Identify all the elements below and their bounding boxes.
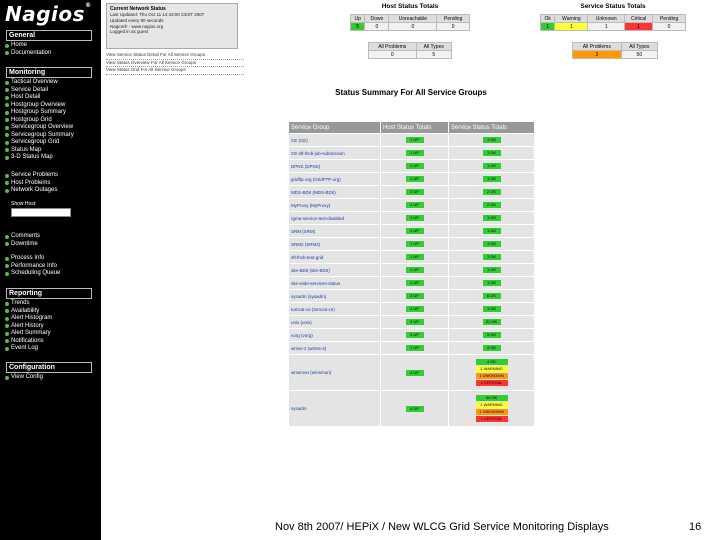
sidebar-item-label: Alert Summary (11, 330, 51, 336)
bullet-icon (5, 257, 9, 261)
host-status-cell (381, 264, 449, 277)
bullet-icon (5, 111, 9, 115)
sidebar-item-label: Host Problems (11, 179, 51, 186)
sidebar-section-monitoring: Monitoring (6, 67, 92, 78)
bullet-icon (5, 103, 9, 107)
host-status-cell (381, 199, 449, 212)
service-status-badge[interactable]: 4 OK (483, 345, 501, 351)
summary-table-body (289, 134, 535, 427)
service-group-link[interactable]: sysadm (sysadm) (289, 290, 381, 303)
sidebar-item-hostgroup-overview[interactable] (5, 102, 74, 110)
service-status-cell (449, 264, 535, 277)
host-status-badge[interactable]: 1 UP (406, 345, 424, 351)
bullet-icon (5, 174, 9, 178)
show-host-label: Show Host: (11, 201, 37, 207)
service-status-badge[interactable]: 2 OK (483, 189, 501, 195)
table-row (289, 225, 535, 238)
service-status-badge[interactable]: 1 OK (483, 267, 501, 273)
host-status-cell (381, 342, 449, 355)
service-group-link[interactable]: wmss-2 (wmss-2) (289, 342, 381, 355)
sidebar-item-notifications[interactable] (5, 338, 52, 346)
service-group-link[interactable]: MyProxy (MyProxy) (289, 199, 381, 212)
service-group-link[interactable]: CE (CE) (289, 134, 381, 147)
sidebar-item-label: Process Info (11, 255, 45, 261)
sidebar-menu-group (5, 233, 40, 248)
sidebar-item-label: Comments (11, 233, 41, 239)
host-status-cell (381, 225, 449, 238)
sidebar-item-event-log[interactable] (5, 345, 52, 353)
host-status-badge[interactable]: 1 UP (406, 202, 424, 208)
host-status-badge[interactable]: 4 UP (406, 406, 424, 412)
host-status-badge[interactable]: 3 UP (406, 332, 424, 338)
sidebar-item-label: 3-D Status Map (11, 154, 53, 160)
service-status-badge[interactable]: 1 OK (483, 215, 501, 221)
sidebar-item-label: Documentation (11, 49, 52, 56)
service-status-cell (449, 134, 535, 147)
bullet-icon (5, 302, 9, 306)
service-status-cell (449, 329, 535, 342)
host-status-cell (381, 238, 449, 251)
host-status-badge[interactable]: 1 UP (406, 137, 424, 143)
host-status-cell (381, 160, 449, 173)
service-status-badge[interactable]: 44 OK (476, 395, 508, 401)
service-status-badge[interactable]: 1 OK (483, 241, 501, 247)
bullet-icon (5, 376, 9, 380)
service-group-link[interactable]: SRM2 (SRM2) (289, 238, 381, 251)
service-status-badge[interactable]: 1 OK (483, 163, 501, 169)
bullet-icon (5, 156, 9, 160)
table-row (289, 212, 535, 225)
sidebar-item-label: Home (11, 42, 28, 48)
bullet-icon (5, 44, 9, 48)
slide-footer: Nov 8th 2007/ HEPiX / New WLCG Grid Service Monitoring Displays (275, 521, 609, 533)
host-down-header[interactable]: Down (365, 15, 389, 23)
host-unreachable-header[interactable]: Unreachable (389, 15, 437, 23)
service-status-cell (449, 212, 535, 225)
sidebar-item-alert-history[interactable] (5, 323, 52, 331)
service-status-cell (449, 186, 535, 199)
host-status-badge[interactable]: 3 UP (406, 293, 424, 299)
table-row (289, 238, 535, 251)
table-row (289, 251, 535, 264)
host-totals-title: Host Status Totals (381, 3, 439, 10)
service-status-cell (449, 147, 535, 160)
sidebar-menu-group (5, 300, 52, 353)
sidebar-item-label: Servicegroup Summary (11, 131, 74, 138)
service-critical-header[interactable]: Critical (625, 15, 653, 23)
service-unknown-count: 1 (588, 23, 625, 31)
col-header-service-group: Service Group (289, 122, 381, 134)
host-down-count: 0 (365, 23, 389, 31)
sidebar-item-label: Service Problems (11, 172, 59, 178)
sidebar-item-label: Availability (11, 307, 40, 314)
host-status-cell (381, 212, 449, 225)
host-status-cell (381, 277, 449, 290)
status-summary-title: Status Summary For All Service Groups (335, 88, 487, 97)
service-problems-table (572, 42, 658, 59)
sidebar-item-label: Host Detail (11, 94, 41, 100)
bullet-icon (5, 235, 9, 239)
host-unreachable-count: 0 (389, 23, 437, 31)
nagios-link[interactable]: Nagios® - www.nagios.org (110, 23, 164, 29)
sidebar-menu-group (5, 255, 60, 278)
sidebar-item-label: Alert History (11, 322, 44, 329)
bullet-icon (5, 181, 9, 185)
bullet-icon (5, 148, 9, 152)
service-group-link[interactable]: site-BDII (site-BDII) (289, 264, 381, 277)
host-pending-header[interactable]: Pending (437, 15, 470, 23)
host-status-cell (381, 329, 449, 342)
bullet-icon (5, 309, 9, 313)
sidebar-section-configuration: Configuration (6, 362, 92, 373)
service-all-problems-link[interactable]: All Problems (573, 43, 622, 51)
host-status-badge[interactable]: 1 UP (406, 267, 424, 273)
bullet-icon (5, 332, 9, 336)
service-status-badge[interactable]: 1 CRITICAL (476, 416, 508, 422)
service-status-cell (449, 355, 535, 391)
bullet-icon (5, 81, 9, 85)
bullet-icon (5, 141, 9, 145)
sidebar-item-label: Status Map (11, 146, 42, 153)
host-status-badge[interactable]: 1 UP (406, 150, 424, 156)
service-group-link[interactable]: sysadm (289, 391, 381, 427)
sidebar-section-general: General (6, 30, 92, 41)
service-status-badge[interactable]: 1 OK (483, 176, 501, 182)
bullet-icon (5, 88, 9, 92)
host-status-cell (381, 316, 449, 329)
host-status-badge[interactable]: 1 UP (406, 306, 424, 312)
sidebar-section-reporting: Reporting (6, 288, 92, 299)
host-status-cell (381, 290, 449, 303)
sidebar-item-label: Event Log (11, 345, 39, 351)
service-status-cell (449, 303, 535, 316)
sidebar-menu-group (5, 42, 51, 57)
col-header-host-status-totals: Host Status Totals (381, 122, 449, 134)
host-pending-count: 0 (437, 23, 470, 31)
bullet-icon (5, 347, 9, 351)
service-group-link[interactable]: gridftp-org (GridFTP-org) (289, 173, 381, 186)
sidebar-item-comments[interactable] (5, 233, 40, 241)
table-row (289, 391, 535, 427)
sidebar-menu-group (5, 79, 74, 162)
table-row (289, 342, 535, 355)
service-group-link[interactable]: MDS-BDII (MDS-BDII) (289, 186, 381, 199)
service-all-types-count: 50 (621, 51, 657, 59)
sidebar-item-service-detail[interactable] (5, 87, 74, 95)
table-row (289, 329, 535, 342)
bullet-icon (5, 264, 9, 268)
sidebar-item-label: View Config (11, 374, 43, 380)
table-row (289, 264, 535, 277)
service-warning-count: 1 (555, 23, 588, 31)
sidebar-item-label: Hostgroup Summary (11, 109, 67, 115)
host-up-header[interactable]: Up (351, 15, 365, 23)
service-pending-header[interactable]: Pending (653, 15, 686, 23)
sidebar-item-label: Trends (11, 300, 30, 306)
sidebar-item-network-outages[interactable] (5, 187, 58, 195)
host-status-cell (381, 355, 449, 391)
bullet-icon (5, 324, 9, 328)
network-status-links (106, 52, 244, 78)
service-status-badge[interactable]: 1 UNKNOWN (476, 373, 508, 379)
service-status-badge[interactable]: 1 OK (483, 254, 501, 260)
service-status-badge[interactable]: 1 WARNING (476, 366, 508, 372)
table-row (289, 290, 535, 303)
sidebar-item-servicegroup-grid[interactable] (5, 139, 74, 147)
service-all-types-link[interactable]: All Types (621, 43, 657, 51)
host-status-cell (381, 303, 449, 316)
service-status-badge[interactable]: 1 OK (483, 150, 501, 156)
service-group-link[interactable]: rgma-service-test-disabled (289, 212, 381, 225)
service-status-badge[interactable]: 1 WARNING (476, 402, 508, 408)
service-status-cell (449, 277, 535, 290)
sidebar-item-alert-summary[interactable] (5, 330, 52, 338)
slide-page-number: 16 (689, 521, 702, 533)
col-header-service-status-totals: Service Status Totals (449, 122, 535, 134)
host-status-cell (381, 391, 449, 427)
bullet-icon (5, 118, 9, 122)
sidebar-item-tactical-overview[interactable] (5, 79, 74, 87)
table-row (289, 134, 535, 147)
sidebar-item-availability[interactable] (5, 308, 52, 316)
table-row (289, 186, 535, 199)
host-up-count: 5 (351, 23, 365, 31)
service-status-badge[interactable]: 1 OK (483, 228, 501, 234)
host-status-cell (381, 251, 449, 264)
host-status-cell (381, 134, 449, 147)
sidebar-item-performance-info[interactable] (5, 263, 60, 271)
sidebar-item-label: Hostgroup Overview (11, 101, 66, 108)
service-totals-title: Service Status Totals (580, 3, 646, 10)
service-group-link[interactable]: SRM (SRM) (289, 225, 381, 238)
service-status-cell (449, 225, 535, 238)
service-group-link[interactable]: DPNS (DPNS) (289, 160, 381, 173)
sidebar-item-label: Servicegroup Overview (11, 124, 74, 130)
sidebar-item-host-detail[interactable] (5, 94, 74, 102)
host-status-badge[interactable]: 2 UP (406, 189, 424, 195)
service-status-badge[interactable]: 1 OK (483, 306, 501, 312)
host-status-cell (381, 147, 449, 160)
service-status-cell (449, 160, 535, 173)
host-all-types-count: 5 (416, 51, 451, 59)
sidebar-item-label: Service Detail (11, 86, 49, 93)
sidebar-item-hostgroup-grid[interactable] (5, 117, 74, 125)
sidebar-item-documentation[interactable] (5, 50, 51, 58)
service-status-cell (449, 342, 535, 355)
service-group-link[interactable]: sft-lhcb-test-grid (289, 251, 381, 264)
sidebar-item-servicegroup-summary[interactable] (5, 132, 74, 140)
link-status-grid[interactable]: View Status Grid For All Service Groups (106, 67, 244, 75)
service-warning-header[interactable]: Warning (555, 15, 588, 23)
host-all-types-link[interactable]: All Types (416, 43, 451, 51)
sidebar-item-label: Performance Info (11, 262, 58, 269)
host-status-badge[interactable]: 1 UP (406, 215, 424, 221)
table-row (289, 303, 535, 316)
host-status-badge[interactable]: 4 UP (406, 370, 424, 376)
host-status-badge[interactable]: 1 UP (406, 280, 424, 286)
sidebar-item-home[interactable] (5, 42, 51, 50)
sidebar-item-label: Notifications (11, 337, 44, 344)
bullet-icon (5, 189, 9, 193)
service-critical-count: 1 (625, 23, 653, 31)
sidebar-item-hostgroup-summary[interactable] (5, 109, 74, 117)
sidebar-item-trends[interactable] (5, 300, 52, 308)
sidebar-menu-group (5, 172, 58, 195)
host-problems-table (368, 42, 452, 59)
service-status-badge[interactable]: 1 OK (483, 137, 501, 143)
sidebar-item-downtime[interactable] (5, 241, 40, 249)
sidebar-item-scheduling-queue[interactable] (5, 270, 60, 278)
host-status-badge[interactable]: 3 UP (406, 319, 424, 325)
service-status-badge[interactable]: 1 OK (483, 280, 501, 286)
service-group-link[interactable]: unix (unix) (289, 316, 381, 329)
servicegroup-summary-table (288, 121, 535, 427)
bullet-icon (5, 126, 9, 130)
bullet-icon (5, 51, 9, 55)
table-row (289, 277, 535, 290)
service-status-badge[interactable]: 9 OK (483, 332, 501, 338)
sidebar-item-view-config[interactable] (5, 374, 43, 382)
table-row (289, 355, 535, 391)
service-status-cell (449, 290, 535, 303)
service-all-problems-count: 3 (573, 51, 622, 59)
sidebar-item-3-d-status-map[interactable] (5, 154, 74, 162)
bullet-icon (5, 317, 9, 321)
host-status-cell (381, 186, 449, 199)
service-group-link[interactable]: CE-sft-lhcb-job-submission (289, 147, 381, 160)
sidebar-item-label: Scheduling Queue (11, 270, 61, 276)
link-service-detail[interactable]: View Service Status Detail For All Service Groups (106, 52, 244, 60)
sidebar-item-alert-histogram[interactable] (5, 315, 52, 323)
service-totals-table (540, 14, 686, 31)
bullet-icon (5, 339, 9, 343)
bullet-icon (5, 96, 9, 100)
bullet-icon (5, 242, 9, 246)
table-row (289, 199, 535, 212)
table-row (289, 160, 535, 173)
logged-in-text: Logged in as guest (110, 29, 149, 35)
sidebar-item-host-problems[interactable] (5, 180, 58, 188)
sidebar-item-label: Downtime (11, 240, 38, 247)
service-status-badge[interactable]: 2 OK (483, 202, 501, 208)
sidebar-item-label: Servicegroup Grid (11, 139, 60, 145)
last-updated-text: Last Updated: Thu Oct 11 14:43:00 CEST 2007 (110, 12, 205, 17)
sidebar-item-label: Network Outages (11, 187, 58, 193)
service-status-badge[interactable]: 4 OK (476, 359, 508, 365)
sidebar-item-status-map[interactable] (5, 147, 74, 155)
host-status-badge[interactable]: 1 UP (406, 254, 424, 260)
service-ok-header[interactable]: Ok (541, 15, 555, 23)
sidebar-item-service-problems[interactable] (5, 172, 58, 180)
service-group-link[interactable]: vorg (vorg) (289, 329, 381, 342)
bullet-icon (5, 133, 9, 137)
service-status-badge[interactable]: 21 OK (483, 319, 501, 325)
service-status-cell (449, 316, 535, 329)
nagios-logo[interactable]: Nagios® (5, 2, 92, 26)
service-group-link[interactable]: tomcat-ce (tomcat-ce) (289, 303, 381, 316)
service-status-badge[interactable]: 1 UNKNOWN (476, 409, 508, 415)
sidebar-item-servicegroup-overview[interactable] (5, 124, 74, 132)
show-host-input[interactable] (11, 208, 71, 217)
service-status-badge[interactable]: 6 OK (483, 293, 501, 299)
host-status-cell (381, 173, 449, 186)
table-row (289, 147, 535, 160)
sidebar-item-label: Hostgroup Grid (11, 116, 52, 123)
sidebar-menu-group (5, 374, 43, 382)
host-status-badge[interactable]: 1 UP (406, 163, 424, 169)
current-network-status-box (106, 3, 238, 49)
service-ok-count: 1 (541, 23, 555, 31)
service-pending-count: 0 (653, 23, 686, 31)
link-status-overview[interactable]: View Status Overview For All Service Groups (106, 60, 244, 68)
table-row (289, 173, 535, 186)
host-all-problems-link[interactable]: All Problems (369, 43, 417, 51)
nagios-sidebar (0, 0, 101, 540)
update-interval-text: Updated every 90 seconds (110, 17, 164, 23)
network-status-title: Current Network Status (110, 6, 166, 12)
bullet-icon (5, 272, 9, 276)
table-row (289, 316, 535, 329)
service-status-cell (449, 391, 535, 427)
sidebar-item-label: Tactical Overview (11, 79, 58, 85)
service-group-link[interactable]: wmsmon (wmsmon) (289, 355, 381, 391)
host-status-badge[interactable]: 1 UP (406, 228, 424, 234)
service-status-cell (449, 251, 535, 264)
service-unknown-header[interactable]: Unknown (588, 15, 625, 23)
service-status-cell (449, 238, 535, 251)
sidebar-item-label: Alert Histogram (11, 315, 53, 321)
sidebar-item-process-info[interactable] (5, 255, 60, 263)
service-status-cell (449, 173, 535, 186)
service-status-cell (449, 199, 535, 212)
host-status-badge[interactable]: 1 UP (406, 176, 424, 182)
host-all-problems-count: 0 (369, 51, 417, 59)
service-group-link[interactable]: site-wide-services-status (289, 277, 381, 290)
host-totals-table (350, 14, 470, 31)
host-status-badge[interactable]: 1 UP (406, 241, 424, 247)
service-status-badge[interactable]: 1 CRITICAL (476, 380, 508, 386)
